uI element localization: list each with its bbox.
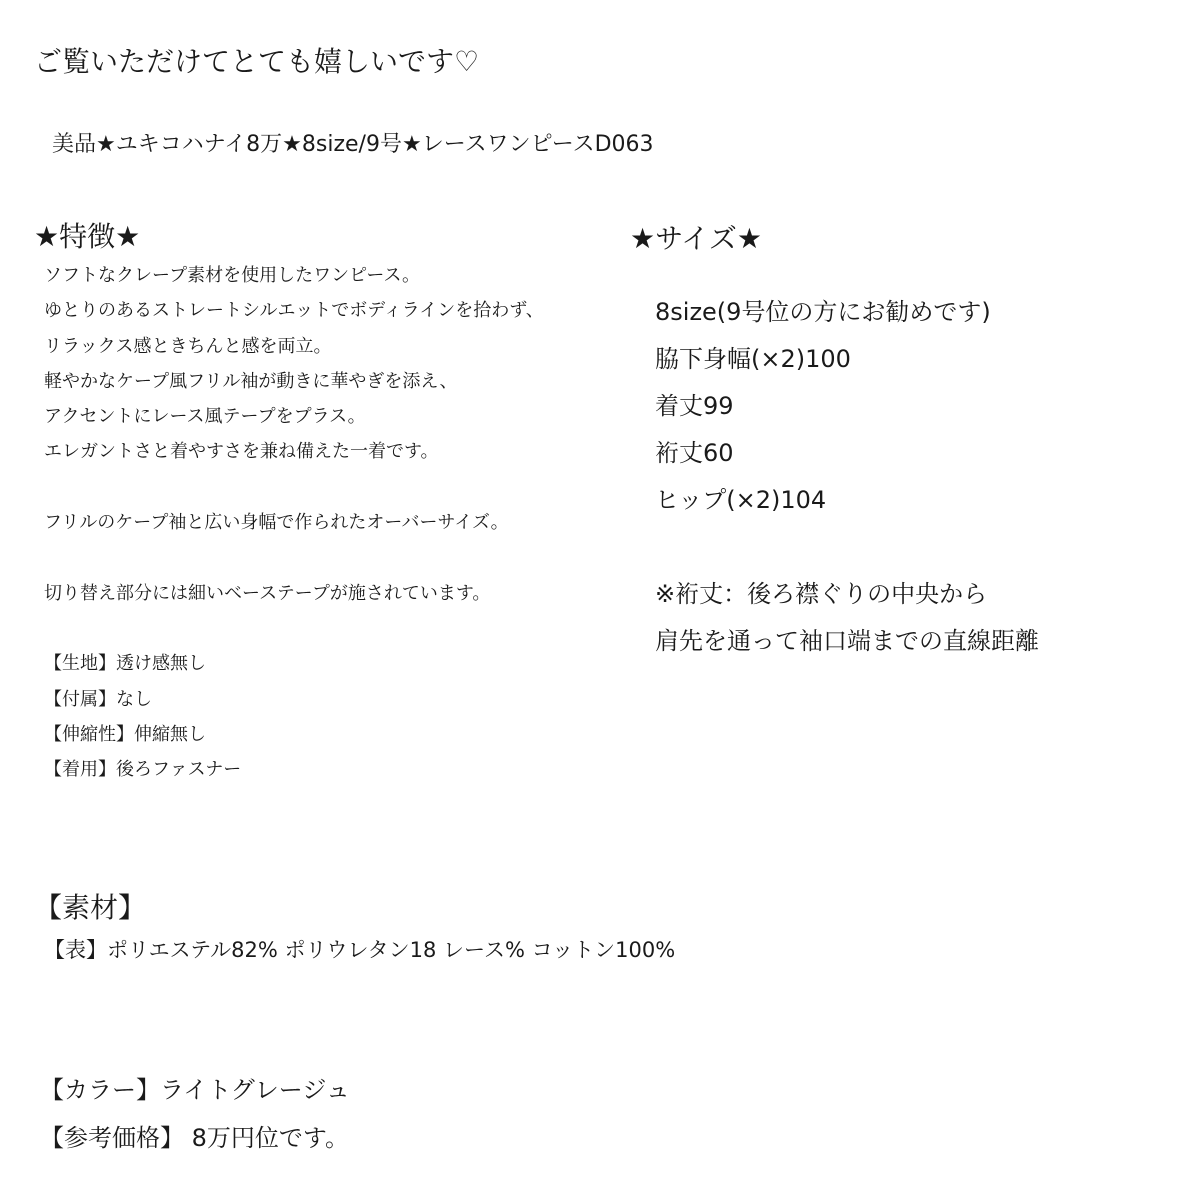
feature-line: エレガントさと着やすさを兼ね備えた一着です。 bbox=[44, 441, 439, 463]
spec-fabric: 【生地】透け感無し bbox=[44, 653, 206, 675]
size-sleeve: 裄丈60 bbox=[655, 439, 734, 467]
spec-stretch: 【伸縮性】伸縮無し bbox=[44, 723, 206, 745]
material-heading: 【素材】 bbox=[34, 891, 147, 924]
size-note: ※裄丈：後ろ襟ぐりの中央から bbox=[655, 580, 988, 608]
spacer bbox=[44, 470, 544, 505]
greeting: ご覧いただけてとても嬉しいです♡ bbox=[34, 45, 480, 78]
color-line: 【カラー】ライトグレージュ bbox=[40, 1076, 350, 1104]
feature-line: アクセントにレース風テープをプラス。 bbox=[44, 406, 366, 428]
features-list bbox=[44, 258, 544, 787]
spec-accessories: 【付属】なし bbox=[44, 688, 152, 710]
feature-line: 切り替え部分には細いベーステープが施されています。 bbox=[44, 582, 491, 604]
size-heading: ★サイズ★ bbox=[630, 222, 762, 255]
feature-line: ソフトなクレープ素材を使用したワンピース。 bbox=[44, 265, 421, 286]
features-heading: ★特徴★ bbox=[34, 220, 141, 253]
spacer bbox=[44, 611, 544, 646]
price-line: 【参考価格】 8万円位です。 bbox=[40, 1124, 349, 1152]
size-list bbox=[655, 289, 1039, 665]
product-title: 美品★ユキコハナイ8万★8size/9号★レースワンピースD063 bbox=[52, 132, 654, 157]
size-note: 肩先を通って袖口端までの直線距離 bbox=[655, 627, 1039, 655]
size-label: 8size(9号位の方にお勧めです) bbox=[655, 298, 991, 326]
material-line: 【表】ポリエステル82% ポリウレタン18 レース% コットン100% bbox=[44, 938, 676, 962]
size-length: 着丈99 bbox=[655, 392, 734, 420]
feature-line: フリルのケープ袖と広い身幅で作られたオーバーサイズ。 bbox=[44, 512, 509, 534]
spacer bbox=[655, 524, 1039, 571]
size-hip: ヒップ(×2)104 bbox=[655, 486, 827, 514]
feature-line: 軽やかなケープ風フリル袖が動きに華やぎを添え、 bbox=[44, 370, 458, 392]
spacer bbox=[44, 540, 544, 575]
feature-line: リラックス感ときちんと感を両立。 bbox=[44, 335, 332, 357]
feature-line: ゆとりのあるストレートシルエットでボディラインを拾わず、 bbox=[44, 300, 544, 322]
size-chest-width: 脇下身幅(×2)100 bbox=[655, 345, 851, 373]
spec-closure: 【着用】後ろファスナー bbox=[44, 759, 242, 781]
